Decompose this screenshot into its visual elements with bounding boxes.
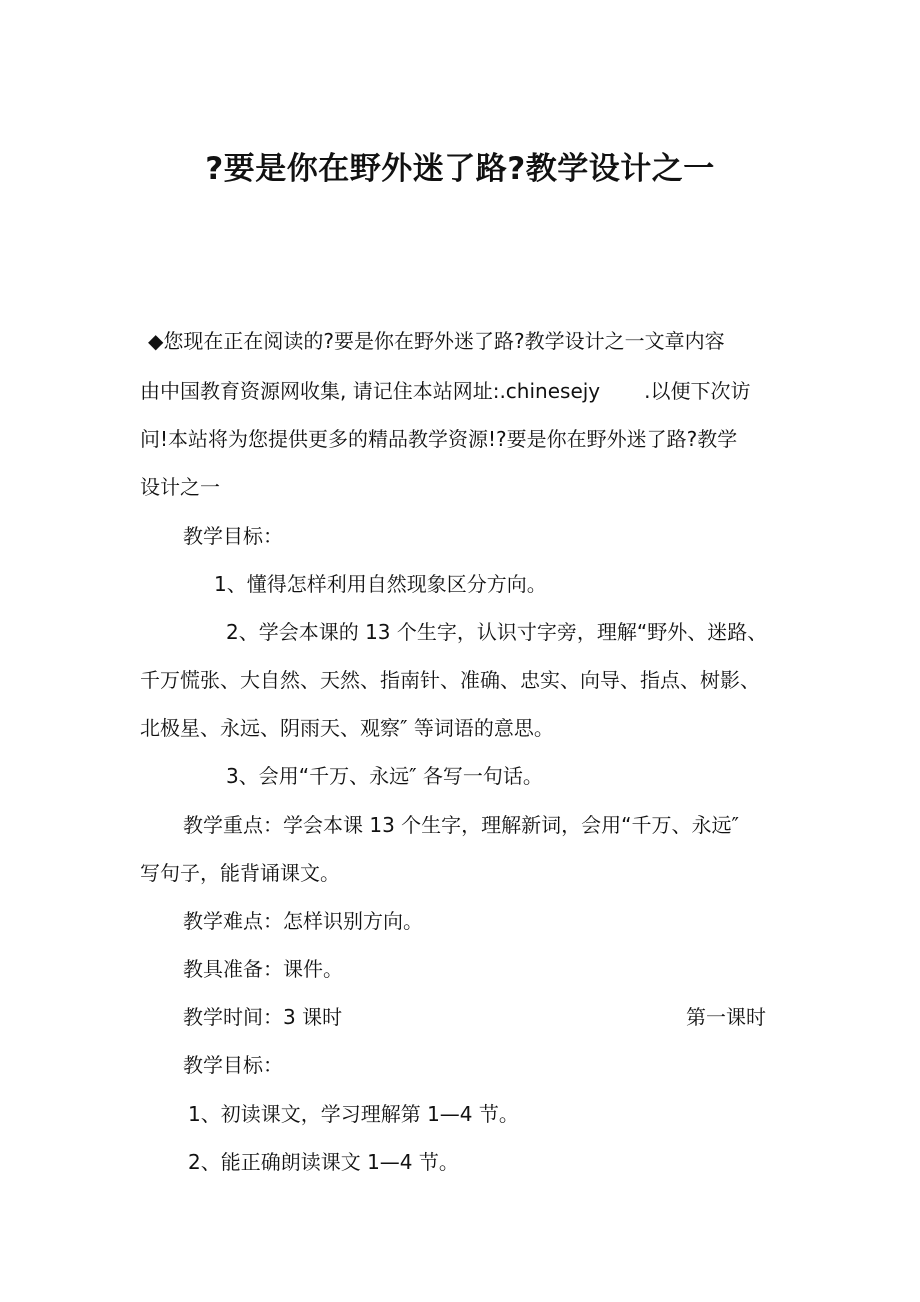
intro-line-4: 设计之一: [140, 475, 220, 499]
intro-line-1: ◆您现在正在阅读的?要是你在野外迷了路?教学设计之一文章内容: [148, 329, 725, 353]
goal-2-line-1: 2、学会本课的 13 个生字，认识寸字旁，理解“野外、迷路、: [226, 620, 768, 644]
intro-line-2-text: 由中国教育资源网收集, 请记住本站网址:.chinesejy: [140, 379, 601, 403]
difficulty-line: 教学难点：怎样识别方向。: [183, 909, 423, 933]
lesson-goal-1: 1、初读课文，学习理解第 1—4 节。: [188, 1102, 519, 1126]
lesson-heading: 第一课时: [686, 1005, 766, 1029]
key-points-line-2: 写句子，能背诵课文。: [140, 861, 340, 885]
goal-1: 1、懂得怎样利用自然现象区分方向。: [214, 572, 547, 596]
document-title: ?要是你在野外迷了路?教学设计之一: [205, 151, 715, 187]
materials-line: 教具准备：课件。: [183, 957, 343, 981]
goals-heading: 教学目标：: [183, 524, 283, 548]
goal-2-line-3: 北极星、永远、阴雨天、观察″ 等词语的意思。: [140, 716, 554, 740]
lesson-goal-2: 2、能正确朗读课文 1—4 节。: [188, 1150, 459, 1174]
teaching-time: 教学时间：3 课时: [183, 1005, 343, 1029]
intro-line-3: 问!本站将为您提供更多的精品教学资源!?要是你在野外迷了路?教学: [140, 427, 738, 451]
intro-line-2: [140, 376, 751, 406]
intro-line-2-tail: .以便下次访: [644, 379, 751, 403]
goal-3: 3、会用“千万、永远″ 各写一句话。: [226, 764, 543, 788]
goal-2-line-2: 千万慌张、大自然、天然、指南针、准确、忠实、向导、指点、树影、: [140, 668, 760, 692]
lesson-goals-heading: 教学目标：: [183, 1053, 283, 1077]
key-points-line-1: 教学重点：学会本课 13 个生字，理解新词，会用“千万、永远″: [183, 813, 739, 837]
